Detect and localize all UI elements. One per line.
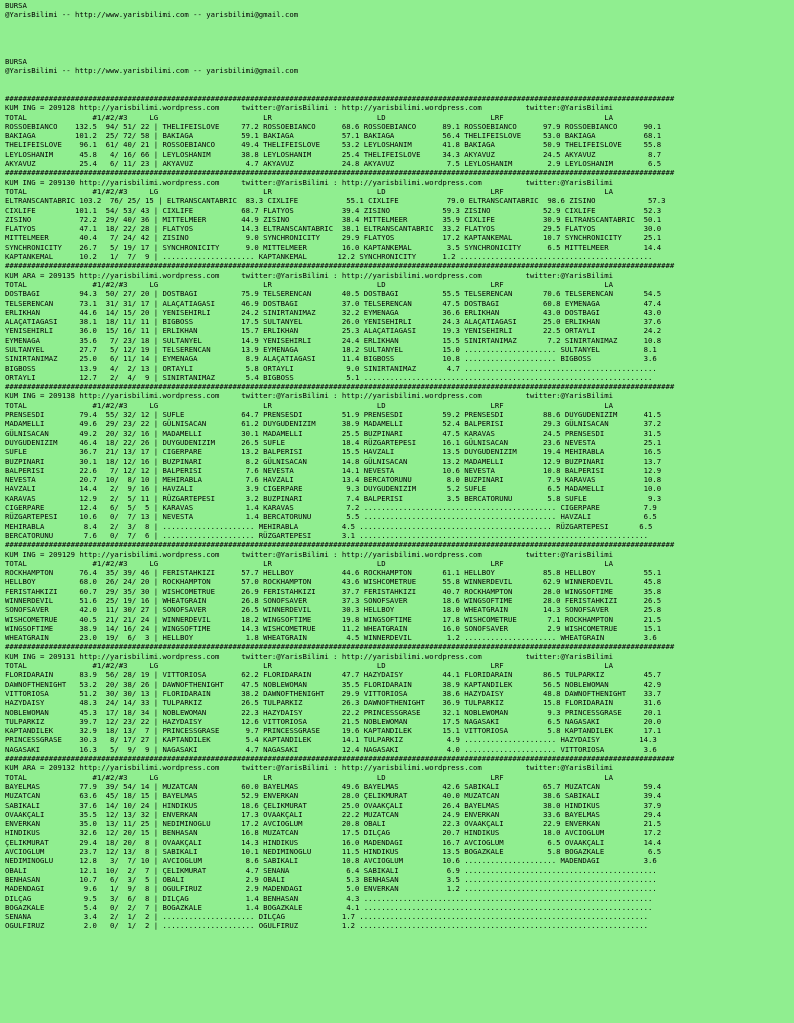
column-header-line: TOTAL #1/#2/#3 LG LR LD LRF LA: [5, 279, 614, 289]
race-header-line: KUM ARA = 209132 http://yarisbilimi.wordpress.com twitter:@YarisBilimi : http://yarisbilimi.wordpress.com twitter:@YarisBilimi: [5, 763, 614, 773]
horse-row: WHEATGRAIN 23.0 19/ 6/ 3 | HELLBOY 1.8 WHEATGRAIN 4.5 WINNERDEVIL 1.2 ..................... WHEATGRAIN 3.6: [5, 633, 657, 643]
horse-row: DOSTBAGI 94.3 50/ 27/ 20 | DOSTBAGI 75.9 TELSERENCAN 40.5 DOSTBAGI 55.5 TELSERENCAN 70.6 TELSERENCAN 54.5: [5, 289, 662, 299]
column-header-line: TOTAL #1/#2/#3 LG LR LD LRF LA: [5, 400, 614, 410]
horse-row: NEDIMINOGLU 12.8 3/ 7/ 10 | AVCIOGLUM 8.6 SABIKALI 10.8 AVCIOGLUM 10.6 ..................... MADENDAGI 3.6: [5, 856, 657, 866]
horse-row: BAKIAGA 101.2 25/ 72/ 58 | BAKIAGA 59.1 BAKIAGA 57.1 BAKIAGA 56.4 THELIFEISLOVE 53.0 BAKIAGA 68.1: [5, 131, 662, 141]
horse-row: SINIRTANIMAZ 25.0 6/ 11/ 14 | EYMENAGA 8.9 ALAÇATIAGASI 11.4 BIGBOSS 10.8 ..................... BIGBOSS 3.6: [5, 354, 657, 364]
horse-row: WINGSOFTIME 38.9 14/ 16/ 24 | WINGSOFTIME 14.3 WISHCOMETRUE 11.2 WHEATGRAIN 16.0 SONOFSAVER 2.9 WISHCOMETRUE 15.1: [5, 623, 662, 633]
horse-row: ENVERKAN 35.0 13/ 11/ 25 | NEDIMINOGLU 17.2 AVCIOGLUM 20.8 OBALI 22.3 OVAAKÇALI 22.9 ENVERKAN 21.5: [5, 819, 662, 829]
section-separator: #########################################################################################################################################################: [5, 261, 675, 271]
blank-line: [5, 85, 674, 94]
horse-row: EYMENAGA 35.6 7/ 23/ 18 | SULTANYEL 14.9 YENISEHIRLI 24.4 ERLIKHAN 15.5 SINIRTANIMAZ 7.2 SINIRTANIMAZ 10.8: [5, 335, 662, 345]
horse-row: MADENDAGI 9.6 1/ 9/ 8 | OGULFIRUZ 2.9 MADENDAGI 5.0 ENVERKAN 1.2 ............................................: [5, 884, 657, 894]
section-separator: #########################################################################################################################################################: [5, 382, 675, 392]
column-header-line: TOTAL #1/#2/#3 LG LR LD LRF LA: [5, 112, 614, 122]
horse-row: KARAVAS 12.9 2/ 5/ 11 | RÜZGARTEPESI 3.2 BUZPINARI 7.4 BALPERISI 3.5 BERCATORUNU 5.8 SUFLE 9.3: [5, 493, 662, 503]
horse-row: OVAAKÇALI 35.5 12/ 13/ 32 | ENVERKAN 17.3 OVAAKÇALI 22.2 MUZATCAN 24.9 ENVERKAN 33.6 BAYELMAS 29.4: [5, 809, 662, 819]
horse-row: HELLBOY 68.0 26/ 24/ 20 | ROCKHAMPTON 57.0 ROCKHAMPTON 43.6 WISHCOMETRUE 55.8 WINNERDEVIL 62.9 WINNERDEVIL 45.8: [5, 577, 662, 587]
horse-row: AKYAVUZ 25.4 6/ 11/ 23 | AKYAVUZ 4.7 AKYAVUZ 24.8 AKYAVUZ 7.5 LEYLOSHANIM 2.9 LEYLOSHANIM 6.5: [5, 159, 662, 169]
horse-row: TELSERENCAN 73.1 31/ 31/ 17 | ALAÇATIAGASI 46.9 DOSTBAGI 37.0 TELSERENCAN 47.5 DOSTBAGI 60.8 EYMENAGA 47.4: [5, 298, 662, 308]
horse-row: RÜZGARTEPESI 10.6 0/ 7/ 13 | NEVESTA 1.4 BERCATORUNU 5.5 ............................................ HAVZALI 6.5: [5, 512, 657, 522]
race-stats-document: [5, 1, 674, 931]
horse-row: SULTANYEL 27.7 5/ 12/ 19 | TELSERENCAN 13.9 EYMENAGA 18.2 SULTANYEL 15.0 ..................... SULTANYEL 8.1: [5, 344, 657, 354]
horse-row: BALPERISI 22.6 7/ 12/ 12 | BALPERISI 7.6 NEVESTA 14.1 NEVESTA 10.6 NEVESTA 10.8 BALPERISI 12.9: [5, 465, 662, 475]
race-header-line: KUM ING = 209128 http://yarisbilimi.wordpress.com twitter:@YarisBilimi : http://yarisbilimi.wordpress.com twitter:@YarisBilimi: [5, 103, 614, 113]
horse-row: LEYLOSHANIM 45.8 4/ 16/ 66 | LEYLOSHANIM 38.8 LEYLOSHANIM 25.4 THELIFEISLOVE 34.3 AKYAVUZ 24.5 AKYAVUZ 8.7: [5, 149, 662, 159]
horse-row: ZISINO 72.2 29/ 40/ 36 | MITTELMEER 44.9 ZISINO 38.4 MITTELMEER 35.9 CIXLIFE 30.9 ELTRANSCANTABRIC 50.1: [5, 214, 662, 224]
horse-row: BENHASAN 10.7 6/ 3/ 5 | OBALI 2.9 OBALI 5.3 BENHASAN 3.5 ............................................: [5, 874, 657, 884]
horse-row: NEVESTA 20.7 10/ 8/ 10 | MEHIRABLA 7.6 HAVZALI 13.4 BERCATORUNU 8.0 BUZPINARI 7.9 KARAVAS 10.8: [5, 475, 662, 485]
race-header-line: KUM ING = 209138 http://yarisbilimi.wordpress.com twitter:@YarisBilimi : http://yarisbilimi.wordpress.com twitter:@YarisBilimi: [5, 391, 614, 401]
horse-row: BERCATORUNU 7.6 0/ 7/ 6 | ..................... RÜZGARTEPESI 3.1 ..................................................................: [5, 530, 649, 540]
horse-row: DILÇAG 9.5 3/ 6/ 8 | DILÇAG 1.4 BENHASAN 4.3 ..................................................................: [5, 893, 653, 903]
blank-line: [5, 29, 674, 38]
section-separator: #########################################################################################################################################################: [5, 168, 675, 178]
section-separator: #########################################################################################################################################################: [5, 754, 675, 764]
contact-line: @YarisBilimi -- http://www.yarisbilimi.com -- yarisbilimi@gmail.com: [5, 10, 299, 20]
contact-line: @YarisBilimi -- http://www.yarisbilimi.com -- yarisbilimi@gmail.com: [5, 66, 299, 76]
horse-row: BAYELMAS 77.9 39/ 54/ 14 | MUZATCAN 60.0 BAYELMAS 49.6 BAYELMAS 42.6 SABIKALI 65.7 MUZATCAN 59.4: [5, 781, 662, 791]
horse-row: CIGERPARE 12.4 6/ 5/ 5 | KARAVAS 1.4 KARAVAS 7.2 ............................................ CIGERPARE 7.9: [5, 503, 657, 513]
horse-row: ELTRANSCANTABRIC 103.2 76/ 25/ 15 | ELTRANSCANTABRIC 83.3 CIXLIFE 55.1 CIXLIFE 79.0 ELTRANSCANTABRIC 98.6 ZISINO 57.3: [5, 196, 666, 206]
horse-row: HINDIKUS 32.6 12/ 20/ 15 | BENHASAN 16.8 MUZATCAN 17.5 DILÇAG 20.7 HINDIKUS 18.0 AVCIOGLUM 17.2: [5, 828, 662, 838]
horse-row: FLATYOS 47.1 18/ 22/ 28 | FLATYOS 14.3 ELTRANSCANTABRIC 38.1 ELTRANSCANTABRIC 33.2 FLATYOS 29.5 FLATYOS 30.0: [5, 224, 662, 234]
horse-row: SYNCHRONICITY 26.7 5/ 19/ 17 | SYNCHRONICITY 9.0 MITTELMEER 16.0 KAPTANKEMAL 3.5 SYNCHRONICITY 6.5 MITTELMEER 14.4: [5, 242, 662, 252]
race-header-line: KUM ING = 209131 http://yarisbilimi.wordpress.com twitter:@YarisBilimi : http://yarisbilimi.wordpress.com twitter:@YarisBilimi: [5, 651, 614, 661]
horse-row: SENANA 3.4 2/ 1/ 2 | ..................... DILÇAG 1.7 ..................................................................: [5, 912, 649, 922]
horse-row: NOBLEWOMAN 45.3 17/ 18/ 34 | NOBLEWOMAN 22.3 HAZYDAISY 22.2 PRINCESSGRASE 32.1 NOBLEWOMAN 9.3 PRINCESSGRASE 20.1: [5, 707, 662, 717]
horse-row: MITTELMEER 40.4 7/ 24/ 42 | ZISINO 9.0 SYNCHRONICITY 29.9 FLATYOS 17.2 KAPTANKEMAL 10.7 SYNCHRONICITY 25.1: [5, 233, 662, 243]
race-header-line: KUM ING = 209130 http://yarisbilimi.wordpress.com twitter:@YarisBilimi : http://yarisbilimi.wordpress.com twitter:@YarisBilimi: [5, 177, 614, 187]
column-header-line: TOTAL #1/#2/#3 LG LR LD LRF LA: [5, 772, 614, 782]
horse-row: OBALI 12.1 10/ 2/ 7 | ÇELIKMURAT 4.7 SENANA 6.4 SABIKALI 6.9 ............................................: [5, 865, 657, 875]
horse-row: SABIKALI 37.6 14/ 10/ 24 | HINDIKUS 18.6 ÇELIKMURAT 25.0 OVAAKÇALI 26.4 BAYELMAS 38.0 HINDIKUS 37.9: [5, 800, 662, 810]
horse-row: ALAÇATIAGASI 38.1 18/ 11/ 11 | BIGBOSS 17.5 SULTANYEL 26.0 YENISEHIRLI 24.3 ALAÇATIAGASI 25.0 ERLIKHAN 37.6: [5, 317, 662, 327]
column-header-line: TOTAL #1/#2/#3 LG LR LD LRF LA: [5, 558, 614, 568]
horse-row: SONOFSAVER 42.0 11/ 30/ 27 | SONOFSAVER 26.5 WINNERDEVIL 30.3 HELLBOY 18.0 WHEATGRAIN 14.3 SONOFSAVER 25.8: [5, 605, 662, 615]
horse-row: FLORIDARAIN 83.9 56/ 28/ 19 | VITTORIOSA 62.2 FLORIDARAIN 47.7 HAZYDAISY 44.1 FLORIDARAIN 86.5 TULPARKIZ 45.7: [5, 670, 662, 680]
horse-row: ERLIKHAN 44.6 14/ 15/ 20 | YENISEHIRLI 24.2 SINIRTANIMAZ 32.2 EYMENAGA 36.6 ERLIKHAN 43.0 DOSTBAGI 43.0: [5, 307, 662, 317]
horse-row: ÇELIKMURAT 29.4 18/ 20/ 8 | OVAAKÇALI 14.3 HINDIKUS 16.0 MADENDAGI 16.7 AVCIOGLUM 6.5 OVAAKÇALI 14.4: [5, 837, 662, 847]
blank-line: [5, 38, 674, 47]
horse-row: PRENSESDI 79.4 55/ 32/ 12 | SUFLE 64.7 PRENSESDI 51.9 PRENSESDI 59.2 PRENSESDI 88.6 DUYGUDENIZIM 41.5: [5, 410, 662, 420]
horse-row: HAVZALI 14.4 2/ 9/ 16 | HAVZALI 3.9 CIGERPARE 9.3 DUYGUDENIZIM 5.2 SUFLE 6.5 MADAMELLI 10.0: [5, 484, 662, 494]
horse-row: BOGAZKALE 5.4 0/ 2/ 7 | BOGAZKALE 1.4 BOGAZKALE 4.1 ..................................................................: [5, 902, 653, 912]
horse-row: MEHIRABLA 8.4 2/ 3/ 8 | ..................... MEHIRABLA 4.5 ............................................ RÜZGARTEPESI 6.5: [5, 521, 653, 531]
race-header-line: KUM ARA = 209135 http://yarisbilimi.wordpress.com twitter:@YarisBilimi : http://yarisbilimi.wordpress.com twitter:@YarisBilimi: [5, 270, 614, 280]
horse-row: VITTORIOSA 51.2 30/ 30/ 13 | FLORIDARAIN 38.2 DAWNOFTHENIGHT 29.9 VITTORIOSA 38.6 HAZYDAISY 48.8 DAWNOFTHENIGHT 33.7: [5, 688, 662, 698]
horse-row: KAPTANKEMAL 10.2 1/ 7/ 9 | ..................... KAPTANKEMAL 12.2 SYNCHRONICITY 1.2 ............................................: [5, 252, 653, 262]
horse-row: HAZYDAISY 48.3 24/ 14/ 33 | TULPARKIZ 26.5 TULPARKIZ 26.3 DAWNOFTHENIGHT 36.9 TULPARKIZ 15.8 FLORIDARAIN 31.6: [5, 698, 662, 708]
horse-row: BIGBOSS 13.9 4/ 2/ 13 | ORTAYLI 5.8 ORTAYLI 9.0 SINIRTANIMAZ 4.7 ............................................: [5, 363, 657, 373]
horse-row: ROCKHAMPTON 76.4 35/ 39/ 46 | FERISTAHKIZI 57.7 HELLBOY 44.6 ROCKHAMPTON 61.1 HELLBOY 85.8 HELLBOY 55.1: [5, 568, 662, 578]
horse-row: KAPTANDILEK 32.9 18/ 13/ 7 | PRINCESSGRASE 9.7 PRINCESSGRASE 19.6 KAPTANDILEK 15.1 VITTORIOSA 5.8 KAPTANDILEK 17.1: [5, 726, 662, 736]
column-header-line: TOTAL #1/#2/#3 LG LR LD LRF LA: [5, 661, 614, 671]
horse-row: GÜLNISACAN 49.2 20/ 32/ 16 | MADAMELLI 30.1 MADAMELLI 25.5 BUZPINARI 47.5 KARAVAS 24.5 PRENSESDI 31.5: [5, 428, 662, 438]
horse-row: AVCIOGLUM 23.7 12/ 13/ 8 | SABIKALI 10.1 NEDIMINOGLU 11.5 HINDIKUS 13.5 BOGAZKALE 5.8 BOGAZKALE 6.5: [5, 847, 662, 857]
horse-row: MUZATCAN 63.6 45/ 18/ 15 | BAYELMAS 52.9 ENVERKAN 28.0 ÇELIKMURAT 40.0 MUZATCAN 38.6 SABIKALI 39.4: [5, 791, 662, 801]
blank-line: [5, 47, 674, 56]
section-separator: #########################################################################################################################################################: [5, 540, 675, 550]
horse-row: WINNERDEVIL 51.6 25/ 19/ 16 | WHEATGRAIN 26.8 SONOFSAVER 37.3 SONOFSAVER 18.6 WINGSOFTIME 28.0 FERISTAHKIZI 26.5: [5, 596, 662, 605]
section-separator: #########################################################################################################################################################: [5, 642, 675, 652]
horse-row: ORTAYLI 12.7 2/ 4/ 9 | SINIRTANIMAZ 5.4 BIGBOSS 5.1 ..................................................................: [5, 372, 653, 382]
horse-row: YENISEHIRLI 36.0 15/ 16/ 11 | ERLIKHAN 15.7 ERLIKHAN 25.3 ALAÇATIAGASI 19.3 YENISEHIRLI 22.5 ORTAYLI 24.2: [5, 326, 662, 336]
venue-title: BURSA: [5, 1, 27, 10]
venue-title: BURSA: [5, 56, 27, 66]
horse-row: DUYGUDENIZIM 46.4 18/ 22/ 26 | DUYGUDENIZIM 26.5 SUFLE 18.4 RÜZGARTEPESI 16.1 GÜLNISACAN 23.6 NEVESTA 25.1: [5, 437, 662, 447]
horse-row: WISHCOMETRUE 40.5 21/ 21/ 24 | WINNERDEVIL 18.2 WINGSOFTIME 19.8 WINGSOFTIME 17.8 WISHCOMETRUE 7.1 ROCKHAMPTON 21.5: [5, 614, 662, 624]
horse-row: THELIFEISLOVE 96.1 61/ 40/ 21 | ROSSOEBIANCO 49.4 THELIFEISLOVE 53.2 LEYLOSHANIM 41.8 BAKIAGA 50.9 THELIFEISLOVE 55.8: [5, 140, 662, 150]
section-separator: #########################################################################################################################################################: [5, 93, 675, 103]
horse-row: PRINCESSGRASE 30.3 8/ 17/ 27 | KAPTANDILEK 5.4 KAPTANDILEK 14.1 TULPARKIZ 4.9 ..................... HAZYDAISY 14.3: [5, 735, 657, 745]
column-header-line: TOTAL #1/#2/#3 LG LR LD LRF LA: [5, 186, 614, 196]
race-header-line: KUM ING = 209129 http://yarisbilimi.wordpress.com twitter:@YarisBilimi : http://yarisbilimi.wordpress.com twitter:@YarisBilimi: [5, 549, 614, 559]
horse-row: MADAMELLI 49.6 29/ 23/ 22 | GÜLNISACAN 61.2 DUYGUDENIZIM 38.9 MADAMELLI 52.4 BALPERISI 29.3 GÜLNISACAN 37.2: [5, 419, 662, 429]
horse-row: OGULFIRUZ 2.0 0/ 1/ 2 | ..................... OGULFIRUZ 1.2 ..................................................................: [5, 921, 649, 931]
horse-row: FERISTAHKIZI 60.7 29/ 35/ 30 | WISHCOMETRUE 26.9 FERISTAHKIZI 37.7 FERISTAHKIZI 40.7 ROCKHAMPTON 28.0 WINGSOFTIME 35.8: [5, 586, 662, 596]
blank-line: [5, 75, 674, 84]
horse-row: TULPARKIZ 39.7 12/ 23/ 22 | HAZYDAISY 12.6 VITTORIOSA 21.5 NOBLEWOMAN 17.5 NAGASAKI 6.5 NAGASAKI 20.0: [5, 716, 662, 726]
horse-row: CIXLIFE 101.1 54/ 53/ 43 | CIXLIFE 68.7 FLATYOS 39.4 ZISINO 59.3 ZISINO 52.9 CIXLIFE 52.3: [5, 205, 662, 215]
blank-line: [5, 20, 674, 29]
horse-row: DAWNOFTHENIGHT 53.2 20/ 38/ 26 | DAWNOFTHENIGHT 47.5 NOBLEWOMAN 35.5 FLORIDARAIN 38.9 KAPTANDILEK 56.5 NOBLEWOMAN 42.9: [5, 679, 662, 689]
horse-row: SUFLE 36.7 21/ 13/ 17 | CIGERPARE 13.2 BALPERISI 15.5 HAVZALI 13.5 DUYGUDENIZIM 19.4 MEHIRABLA 16.5: [5, 447, 662, 457]
horse-row: NAGASAKI 16.3 5/ 9/ 9 | NAGASAKI 4.7 NAGASAKI 12.4 NAGASAKI 4.0 ..................... VITTORIOSA 3.6: [5, 744, 657, 754]
horse-row: ROSSOEBIANCO 132.5 94/ 51/ 22 | THELIFEISLOVE 77.2 ROSSOEBIANCO 68.6 ROSSOEBIANCO 89.1 ROSSOEBIANCO 97.9 ROSSOEBIANCO 90.1: [5, 121, 662, 131]
horse-row: BUZPINARI 30.1 18/ 12/ 16 | BUZPINARI 8.2 GÜLNISACAN 14.8 GÜLNISACAN 13.2 MADAMELLI 12.9 BUZPINARI 13.7: [5, 456, 662, 466]
